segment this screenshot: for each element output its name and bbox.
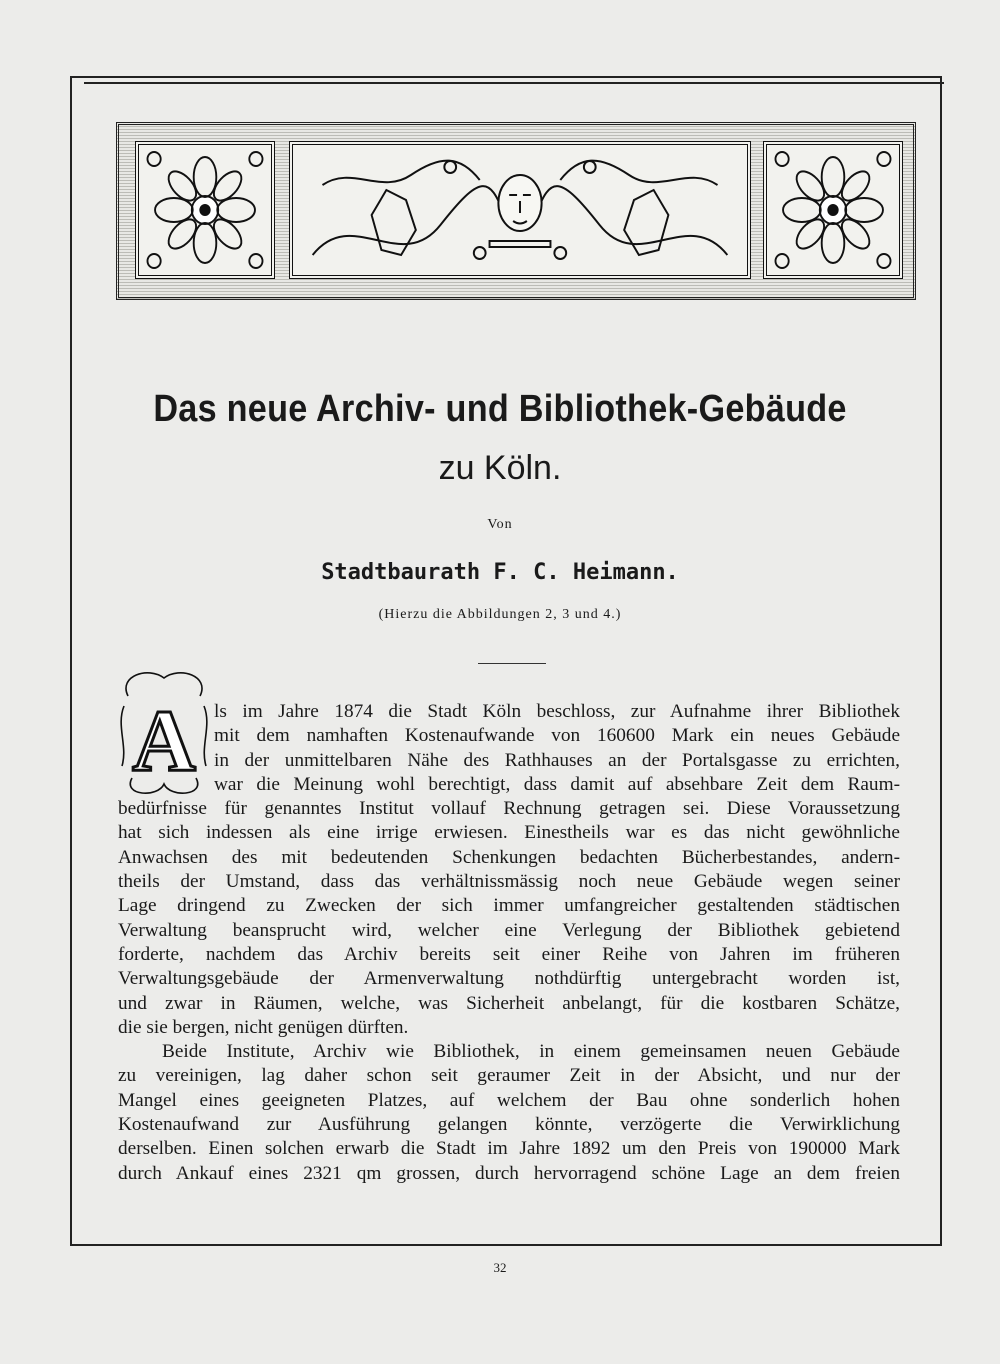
author-name: Stadtbaurath F. C. Heimann. [321,560,679,585]
article-subtitle: zu Köln. [438,449,562,487]
article-title: Das neue Archiv- und Bibliothek-Gebäude [153,388,847,430]
by-line: Von [487,517,513,532]
grotesque-mask-griffins-ornament-icon [289,141,751,279]
body-line: mit dem namhaften Kostenaufwande von 160600 Mark ein neues Gebäude [214,725,900,747]
body-line: theils der Umstand, dass das verhältnissmässig noch neue Gebäude wegen seiner [118,871,900,893]
article-body [118,700,900,1186]
body-line: forderte, nachdem das Archiv bereits seit einer Reihe von Jahren im früheren [118,943,900,965]
body-line: zu vereinigen, lag daher schon seit geraumer Zeit in der Absicht, und nur der [118,1065,900,1087]
body-line: Beide Institute, Archiv wie Bibliothek, in einem gemeinsamen neuen Gebäude [162,1041,900,1063]
body-line: die sie bergen, nicht genügen dürften. [118,1016,409,1038]
body-line: Lage dringend zu Zwecken der sich immer umfangreicher gestaltenden städtischen [118,895,900,917]
body-line: derselben. Einen solchen erwarb die Stadt im Jahre 1892 um den Preis von 190000 Mark [118,1138,900,1160]
body-line: Anwachsen des mit bedeutenden Schenkungen bedachten Bücherbestandes, andern- [118,846,900,868]
body-line: Verwaltungsgebäude der Armenverwaltung nothdürftig untergebracht worden ist, [118,968,900,990]
body-line: durch Ankauf eines 2321 qm grossen, durch hervorragend schöne Lage an dem freien [118,1162,900,1184]
body-line: und zwar in Räumen, welche, was Sicherheit anbelangt, für die kostbaren Schätze, [118,992,900,1014]
figure-reference-note: (Hierzu die Abbildungen 2, 3 und 4.) [378,607,622,622]
body-line: ls im Jahre 1874 die Stadt Köln beschloss, zur Aufnahme ihrer Bibliothek [214,701,900,722]
body-line: Kostenaufwand zur Ausführung gelangen könnte, verzögerte die Verwirklichung [118,1114,900,1136]
body-line: war die Meinung wohl berechtigt, dass damit auf absehbare Zeit dem Raum- [214,773,900,795]
body-line: bedürfnisse für genanntes Institut vollauf Rechnung getragen sei. Diese Voraussetzung [118,798,900,820]
drop-cap-letter: A [132,693,196,790]
body-line: hat sich indessen als eine irrige erwiesen. Einestheils war es das nicht gewöhnliche [118,822,900,844]
body-line: Verwaltung beansprucht wird, welcher eine Verlegung der Bibliothek gebietend [118,919,900,941]
ornamental-header-band [116,122,916,300]
rosette-ornament-icon [763,141,903,279]
page-number: 32 [493,1260,507,1275]
section-divider [478,663,546,664]
body-line: Mangel eines geeigneten Platzes, auf welchem der Bau ohne sonderlich hohen [118,1089,900,1111]
rosette-ornament-icon [135,141,275,279]
body-line: in der unmittelbaren Nähe des Rathhauses an der Portalsgasse zu errichten, [214,749,900,771]
